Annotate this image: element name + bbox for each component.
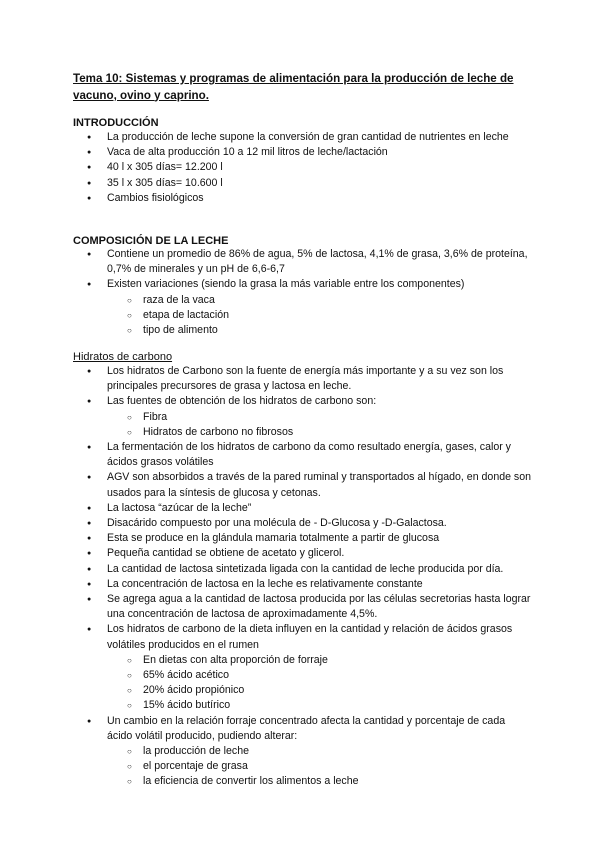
sub-list-item: ○ En dietas con alta proporción de forraje [73, 653, 533, 668]
list-item: ● Los hidratos de carbono de la dieta influyen en la cantidad y relación de ácidos grasos volátiles producidos en el rumen [73, 622, 533, 652]
sub-list-item: ○ 15% ácido butírico [73, 698, 533, 713]
list-item: ● La fermentación de los hidratos de carbono da como resultado energía, gases, calor y ácidos grasos volátiles [73, 440, 533, 470]
list-item: ● La producción de leche supone la conversión de gran cantidad de nutrientes en leche [73, 130, 533, 145]
sub-list-item: ○ Fibra [73, 410, 533, 425]
list-item: ● La concentración de lactosa en la leche es relativamente constante [73, 577, 533, 592]
list-item: ● 40 l x 305 días= 12.200 l [73, 160, 533, 175]
list-item: ● Contiene un promedio de 86% de agua, 5% de lactosa, 4,1% de grasa, 3,6% de proteína, 0,7% de minerales y un pH de 6,6-6,7 [73, 247, 533, 277]
list-item: ● Se agrega agua a la cantidad de lactosa producida por las células secretorias hasta lograr una concentración de lactosa de aproximadamente 4,5%. [73, 592, 533, 622]
list-item: ● Pequeña cantidad se obtiene de acetato y glicerol. [73, 546, 533, 561]
hidratos-list [73, 364, 533, 790]
list-item: ● 35 l x 305 días= 10.600 l [73, 176, 533, 191]
sub-list-item: ○ tipo de alimento [73, 323, 533, 338]
list-item: ● Disacárido compuesto por una molécula de - D-Glucosa y -D-Galactosa. [73, 516, 533, 531]
list-item: ● La cantidad de lactosa sintetizada ligada con la cantidad de leche producida por día. [73, 562, 533, 577]
document-title: Tema 10: Sistemas y programas de alimentación para la producción de leche de vacuno, ovino y caprino. [73, 72, 514, 102]
sub-list-item: ○ la eficiencia de convertir los alimentos a leche [73, 774, 533, 789]
composicion-heading: COMPOSICIÓN DE LA LECHE [73, 235, 229, 247]
list-item: ● Los hidratos de Carbono son la fuente de energía más importante y a su vez son los principales precursores de grasa y lactosa en leche. [73, 364, 533, 394]
sub-list-item: ○ etapa de lactación [73, 308, 533, 323]
list-item: ● Cambios fisiológicos [73, 191, 533, 206]
sub-list-item: ○ Hidratos de carbono no fibrosos [73, 425, 533, 440]
intro-list [73, 130, 533, 206]
list-item: ● Existen variaciones (siendo la grasa la más variable entre los componentes) [73, 277, 533, 292]
list-item: ● AGV son absorbidos a través de la pared ruminal y transportados al hígado, en donde son usados para la síntesis de glucosa y cetonas. [73, 470, 533, 500]
sub-list-item: ○ 20% ácido propiónico [73, 683, 533, 698]
sub-list-item: ○ 65% ácido acético [73, 668, 533, 683]
hidratos-heading: Hidratos de carbono [73, 351, 173, 363]
list-item: ● Vaca de alta producción 10 a 12 mil litros de leche/lactación [73, 145, 533, 160]
list-item: ● La lactosa “azúcar de la leche” [73, 501, 533, 516]
list-item: ● Esta se produce en la glándula mamaria totalmente a partir de glucosa [73, 531, 533, 546]
sub-list-item: ○ la producción de leche [73, 744, 533, 759]
list-item: ● Las fuentes de obtención de los hidratos de carbono son: [73, 394, 533, 409]
sub-list-item: ○ el porcentaje de grasa [73, 759, 533, 774]
list-item: ● Un cambio en la relación forraje concentrado afecta la cantidad y porcentaje de cada ácido volátil producido, pudiendo alterar: [73, 714, 533, 744]
sub-list-item: ○ raza de la vaca [73, 293, 533, 308]
composicion-list [73, 247, 533, 338]
intro-heading: INTRODUCCIÓN [73, 117, 159, 129]
